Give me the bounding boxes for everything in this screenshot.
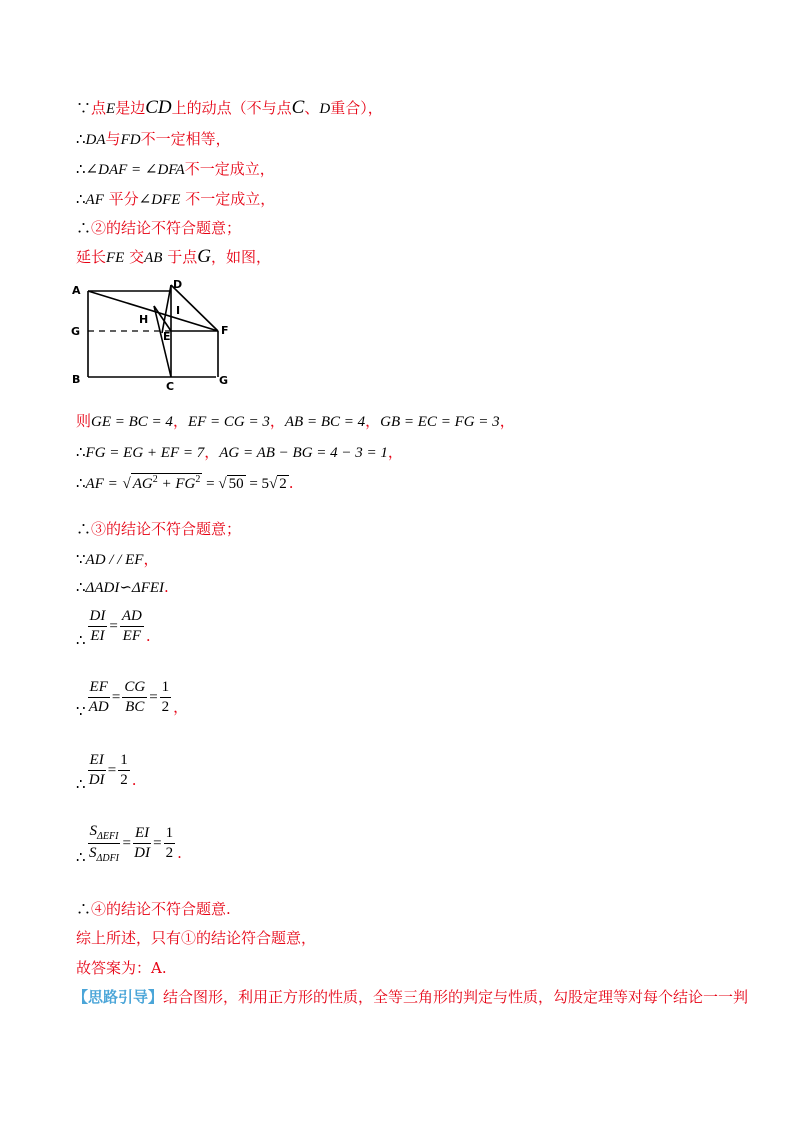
line-4: ∴AF 平分∠DFE 不一定成立， — [76, 190, 276, 208]
line-14: ∵ $\frac{EF}{AD}$ = $\frac{CG}{BC}$ = $\frac{1}{2}$ ， — [76, 679, 189, 720]
label-f: F — [221, 324, 229, 337]
line-7: 则GE = BC = 4，EF = CG = 3，AB = BC = 4，GB = EC = FG = 3， — [76, 412, 515, 430]
label-c: C — [166, 380, 175, 393]
hint-tag: 【思路引导】 — [73, 988, 164, 1006]
label-i: I — [176, 304, 181, 317]
line-2: ∴DA与FD不一定相等， — [76, 130, 231, 148]
line-9: ∴AF = √ $AG^2 + FG^2$ = √ 50 = 5√ 2 . — [76, 474, 294, 492]
label-g-left: G — [71, 325, 81, 338]
line-18: 综上所述，只有①的结论符合题意， — [76, 929, 317, 947]
geometry-figure — [66, 276, 246, 394]
line-8: ∴FG = EG + EF = 7，AG = AB − BG = 4 − 3 = 1， — [76, 443, 403, 461]
line-11: ∵AD / / EF， — [76, 550, 159, 568]
label-g-right: G — [219, 374, 229, 387]
label-d: D — [173, 278, 183, 291]
line-13: ∴ $\frac{DI}{EI}$ = $\frac{AD}{EF}$ . — [76, 608, 151, 649]
line-10: ∴③的结论不符合题意； — [76, 520, 242, 538]
label-e: E — [163, 330, 171, 343]
line-16: ∴ $\frac{S_{\Delta EFI}}{S_{\Delta DFI}}$ = $\frac{EI}{DI}$ = $\frac{1}{2}$ . — [76, 823, 182, 866]
line-20-hint: 【思路引导】结合图形，利用正方形的性质，全等三角形的判定与性质，勾股定理等对每个结论一一判 — [73, 988, 749, 1006]
line-15: ∴ $\frac{EI}{DI}$ = $\frac{1}{2}$ . — [76, 752, 137, 793]
label-b: B — [72, 373, 81, 386]
label-h: H — [139, 313, 149, 326]
line-5: ∴②的结论不符合题意； — [76, 219, 242, 237]
line-17: ∴④的结论不符合题意. — [76, 900, 231, 918]
line-1: ∵点E是边CD上的动点（不与点C、D重合）， — [76, 97, 383, 118]
line-19: 故答案为：A. — [76, 959, 167, 977]
line-6: 延长FE 交AB 于点G，如图， — [76, 246, 272, 267]
line-3: ∴∠DAF = ∠DFA不一定成立， — [76, 160, 275, 178]
line-12: ∴ΔADI∽ΔFEI. — [76, 578, 169, 596]
label-a: A — [72, 284, 81, 297]
